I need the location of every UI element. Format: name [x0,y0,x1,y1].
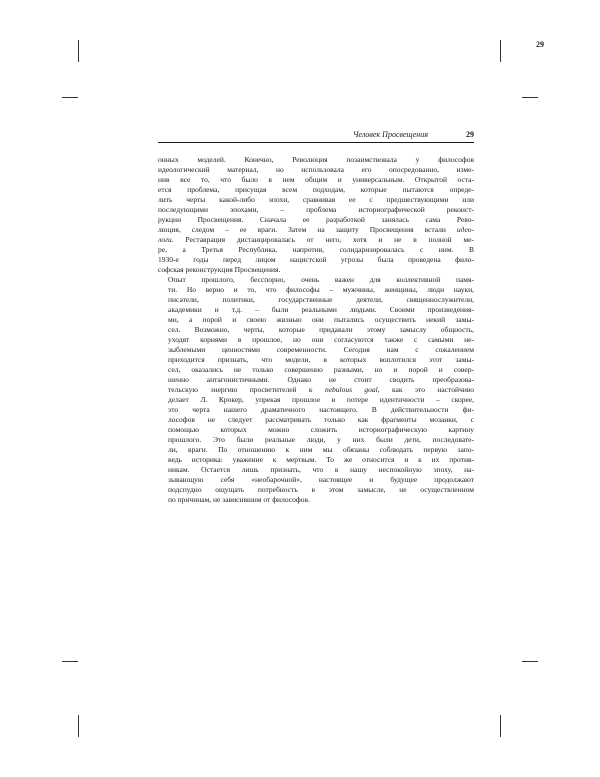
text-line: делает Л. Крокер, упрекая прошлое в потере идентичности – скорее, [168,395,474,404]
corner-page-number: 29 [536,40,544,49]
text-line: 1930-е годы перед лицом нацистской угрозы была проведена фило- [158,255,474,264]
running-header [158,130,474,141]
crop-mark-top-right-h [522,97,538,98]
text-line: ти. Но верно и то, что философы – мужчины, женщины, люди науки, [168,285,474,294]
crop-mark-top-right [500,40,501,62]
text-line: люция, следом – ее враги. Затем на защиту Просвещения встали идео- [158,225,474,234]
header-rule [158,142,474,143]
text-line: лить черты какой-либо эпохи, сравнивая ее с предшествующими или [158,195,474,204]
text-line: зыблемыми ценностями современности. Сегодня нам с сожалением [168,345,474,354]
text-line: ведь историка: уважение к мертвым. То же относится и к их против- [168,455,474,464]
text-line: помощью которых можно сложить историографическую картину [168,425,474,434]
text-line: сел. Возможно, черты, которые придавали этому замыслу общность, [168,325,474,334]
text-line: ли, враги. По отношению к ним мы обязаны соблюдать первую запо- [168,445,474,454]
text-line: последующими эпохами, – проблема историографической реконст- [158,205,474,214]
text-line: софская реконструкция Просвещения. [158,265,281,274]
text-line: нив все то, что было в нем общим и универсальным. Открытой оста- [158,175,474,184]
text-line: зывающую себя «необарочной», настоящее и будущее продолжают [168,475,474,484]
running-header-title: Человек Просвещения [352,130,428,139]
text-line: тельскую энергию просветителей к nebulous goal, как это настойчиво [168,385,474,394]
text-line: приходится признать, что модели, в которых воплотился этот замы- [168,355,474,364]
text-line: логи. Реставрация дистанцировалась от него, хотя и не в полной ме- [158,235,474,244]
text-line: ется проблема, присущая всем подходам, которые пытаются опреде- [158,185,474,194]
crop-mark-bottom-left [78,715,79,737]
text-line: прошлого. Это были реальные люди, у них были дети, последовате- [168,435,474,444]
text-line: ре, а Третья Республика, напротив, солидаризировалась с ним. В [158,245,474,254]
crop-mark-top-left [78,40,79,62]
text-line: подспудно ощущать потребность в этом замысле, не осуществленном [168,485,474,494]
text-line: академики и т.д. – были реальными людьми. Своими произведения- [168,305,474,314]
text-line: сел, оказались не только совершенно разными, но и порой и совер- [168,365,474,374]
text-line: рукции Просвещения. Сначала ее разработкой занялась сама Рево- [158,215,474,224]
crop-mark-top-left-h [62,97,78,98]
crop-mark-bottom-right-h [522,661,538,662]
text-line: лософов не следует рассматривать только как фрагменты мозаики, с [168,415,474,424]
page-number: 29 [466,130,474,139]
text-line: идеологический материал, но использовала его опосредованно, изме- [158,165,474,174]
crop-mark-bottom-left-h [62,661,78,662]
crop-mark-bottom-right [500,715,501,737]
text-line: писатели, политики, государственные деятели, священнослужители, [168,295,474,304]
paragraph [158,155,474,275]
text-line: Опыт прошлого, бесспорно, очень важен для коллективной памя- [168,275,474,284]
text-line: шенно антагонистичными. Однако не стоит сводить преобразова- [168,375,474,384]
body-text [158,155,474,505]
paragraph [158,275,474,505]
text-line: онных моделей. Конечно, Революция позаимствовала у философов [158,155,474,164]
text-line: никам. Остается лишь признать, что в нашу неспокойную эпоху, на- [168,465,474,474]
text-line: ми, а порой и своею жизнью они пытались осуществить некий замы- [168,315,474,324]
text-line: уходят корнями в прошлое, но они согласуются также с самыми не- [168,335,474,344]
text-line: по причинам, не зависившим от философов. [168,495,310,504]
text-line: это черта нашего драматичного настоящего. В действительности фи- [168,405,474,414]
